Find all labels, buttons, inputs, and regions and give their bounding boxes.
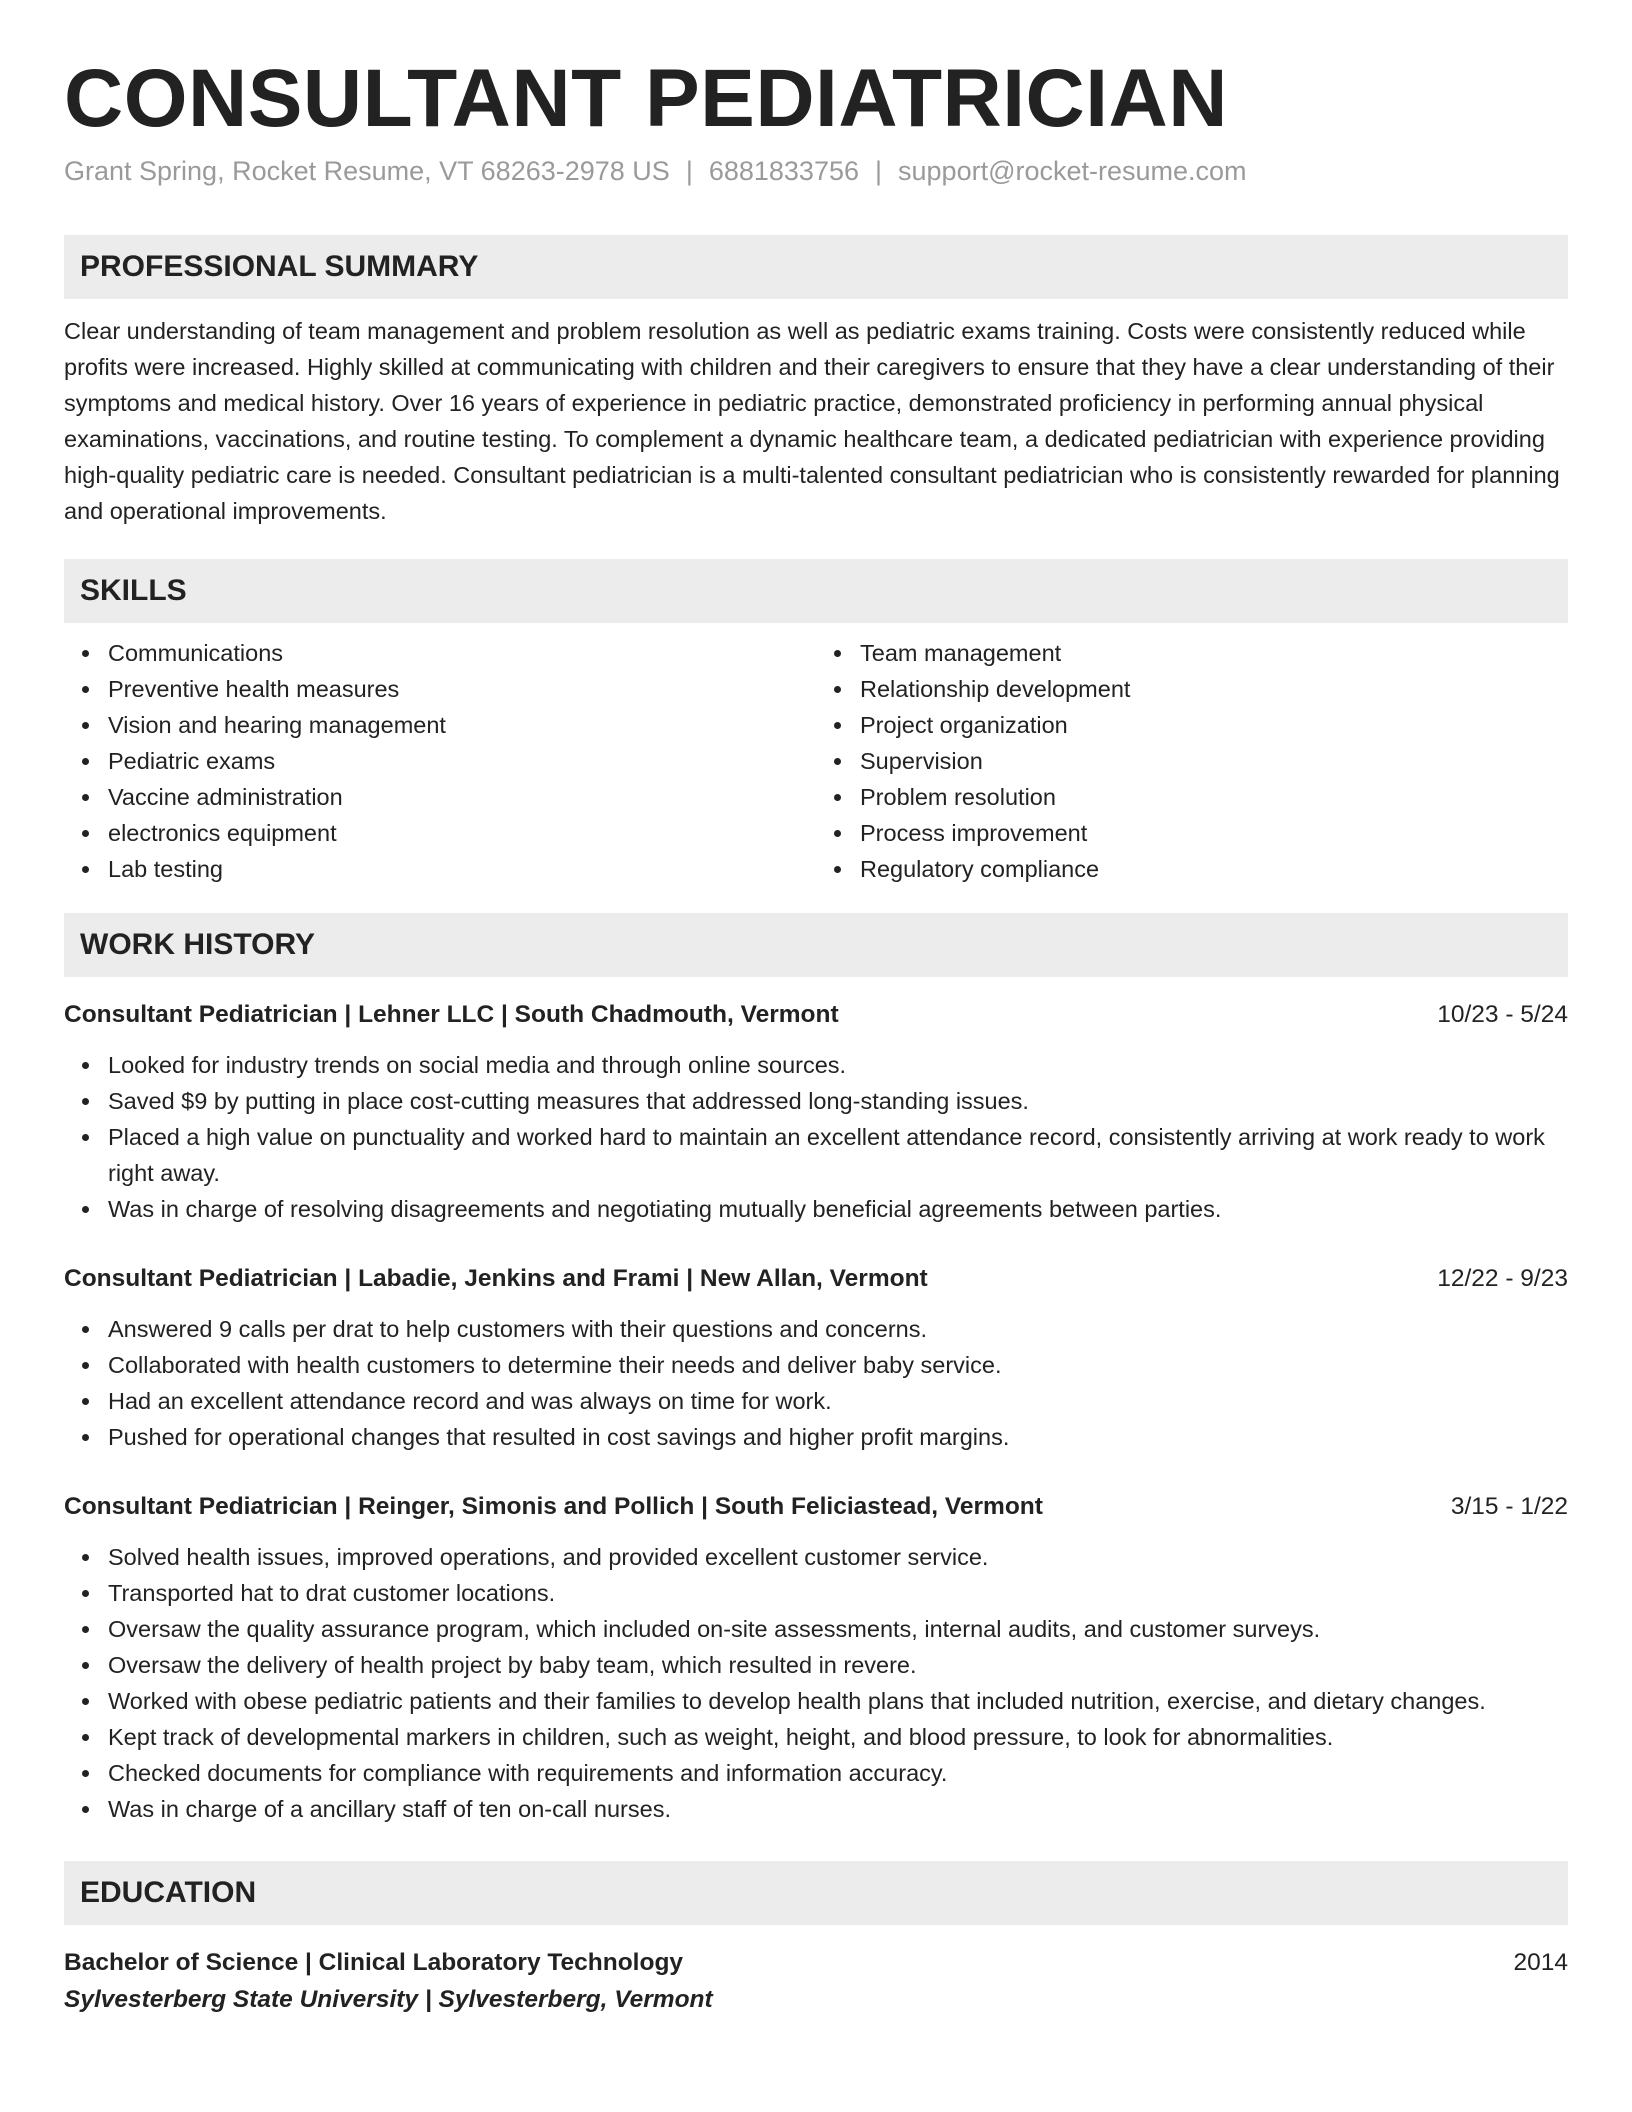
education-header xyxy=(64,1945,1568,1981)
job-dates: 12/22 - 9/23 xyxy=(1437,1265,1568,1293)
skill-item: Communications xyxy=(108,635,816,671)
job-entry xyxy=(64,997,1568,1227)
education-year: 2014 xyxy=(1513,1949,1568,1977)
job-bullet: Transported hat to drat customer locations. xyxy=(108,1575,1568,1611)
skill-item: Team management xyxy=(860,635,1568,671)
skill-item: Problem resolution xyxy=(860,779,1568,815)
resume-name: CONSULTANT PEDIATRICIAN xyxy=(64,53,1228,144)
job-bullet: Had an excellent attendance record and was always on time for work. xyxy=(108,1383,1568,1419)
job-bullet: Oversaw the delivery of health project by baby team, which resulted in revere. xyxy=(108,1647,1568,1683)
job-bullet: Was in charge of resolving disagreements and negotiating mutually beneficial agreements between parties. xyxy=(108,1191,1568,1227)
contact-separator: | xyxy=(685,156,693,187)
contact-email: support@rocket-resume.com xyxy=(898,156,1247,187)
skill-item: Preventive health measures xyxy=(108,671,816,707)
education-school: Sylvesterberg State University | Sylvesterberg, Vermont xyxy=(64,1986,713,2014)
job-dates: 10/23 - 5/24 xyxy=(1437,1001,1568,1029)
section-heading-work: WORK HISTORY xyxy=(64,913,1568,977)
job-bullet: Saved $9 by putting in place cost-cutting measures that addressed long-standing issues. xyxy=(108,1083,1568,1119)
section-heading-education: EDUCATION xyxy=(64,1861,1568,1925)
job-title: Consultant Pediatrician | Lehner LLC | South Chadmouth, Vermont xyxy=(64,1001,839,1029)
summary-text: Clear understanding of team management and problem resolution as well as pediatric exams training. Costs were consistently reduced while profits were increased. Highly skilled at communicating with children and their caregivers to ensure that they have a clear understanding of their symptoms and medical history. Over 16 years of experience in pediatric practice, demonstrated proficiency in performing annual physical examinations, vaccinations, and routine testing. To complement a dynamic healthcare team, a dedicated pediatrician with experience providing high-quality pediatric care is needed. Consultant pediatrician is a multi-talented consultant pediatrician who is consistently rewarded for planning and operational improvements. xyxy=(64,318,1560,525)
job-header xyxy=(64,1261,1568,1297)
contact-separator: | xyxy=(875,156,883,187)
job-title: Consultant Pediatrician | Reinger, Simonis and Pollich | South Feliciastead, Vermont xyxy=(64,1493,1043,1521)
job-bullet: Collaborated with health customers to determine their needs and deliver baby service. xyxy=(108,1347,1568,1383)
job-bullets xyxy=(64,1047,1568,1227)
job-bullet: Solved health issues, improved operations, and provided excellent customer service. xyxy=(108,1539,1568,1575)
contact-phone: 6881833756 xyxy=(708,156,859,187)
job-entry xyxy=(64,1261,1568,1455)
job-bullets xyxy=(64,1311,1568,1455)
section-heading-summary: PROFESSIONAL SUMMARY xyxy=(64,235,1568,299)
job-entry xyxy=(64,1489,1568,1827)
contact-line xyxy=(64,156,1568,187)
job-bullet: Worked with obese pediatric patients and their families to develop health plans that included nutrition, exercise, and dietary changes. xyxy=(108,1683,1568,1719)
education-degree: Bachelor of Science | Clinical Laboratory Technology xyxy=(64,1949,684,1977)
education-entry xyxy=(64,1945,1568,2019)
skill-item: Vision and hearing management xyxy=(108,707,816,743)
job-bullet: Looked for industry trends on social media and through online sources. xyxy=(108,1047,1568,1083)
job-header xyxy=(64,1489,1568,1525)
job-bullet: Kept track of developmental markers in children, such as weight, height, and blood pressure, to look for abnormalities. xyxy=(108,1719,1568,1755)
skill-item: Relationship development xyxy=(860,671,1568,707)
skill-item: Process improvement xyxy=(860,815,1568,851)
skill-item: electronics equipment xyxy=(108,815,816,851)
job-bullet: Placed a high value on punctuality and worked hard to maintain an excellent attendance record, consistently arriving at work ready to work right away. xyxy=(108,1119,1568,1191)
skill-item: Lab testing xyxy=(108,851,816,887)
job-bullet: Checked documents for compliance with requirements and information accuracy. xyxy=(108,1755,1568,1791)
contact-address: Grant Spring, Rocket Resume, VT 68263-2978 US xyxy=(64,156,670,187)
skill-item: Pediatric exams xyxy=(108,743,816,779)
section-heading-skills: SKILLS xyxy=(64,559,1568,623)
job-bullet: Answered 9 calls per drat to help customers with their questions and concerns. xyxy=(108,1311,1568,1347)
skill-item: Project organization xyxy=(860,707,1568,743)
job-bullets xyxy=(64,1539,1568,1827)
job-header xyxy=(64,997,1568,1033)
skill-item: Vaccine administration xyxy=(108,779,816,815)
job-bullet: Was in charge of a ancillary staff of ten on-call nurses. xyxy=(108,1791,1568,1827)
skill-item: Regulatory compliance xyxy=(860,851,1568,887)
job-dates: 3/15 - 1/22 xyxy=(1450,1493,1568,1521)
job-bullet: Oversaw the quality assurance program, which included on-site assessments, internal audits, and customer surveys. xyxy=(108,1611,1568,1647)
skill-item: Supervision xyxy=(860,743,1568,779)
skills-list xyxy=(64,635,1568,887)
job-bullet: Pushed for operational changes that resulted in cost savings and higher profit margins. xyxy=(108,1419,1568,1455)
skills-column-left xyxy=(64,635,816,887)
job-title: Consultant Pediatrician | Labadie, Jenkins and Frami | New Allan, Vermont xyxy=(64,1265,928,1293)
skills-column-right xyxy=(816,635,1568,887)
